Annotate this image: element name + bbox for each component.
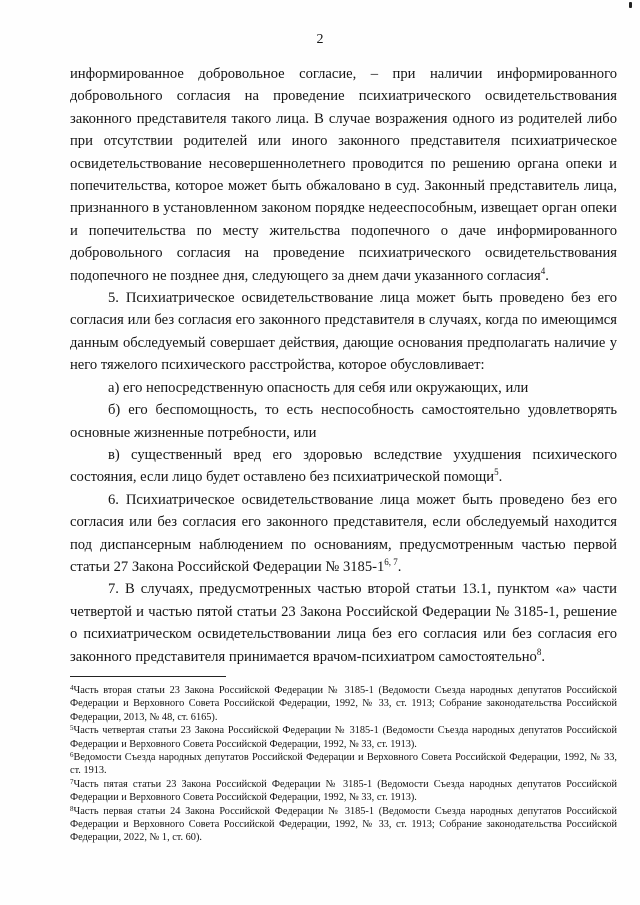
footnote-text: Часть четвертая статьи 23 Закона Российской Федерации № 3185-1 (Ведомости Съезда народных депутатов Российской Федерации и Верховного Совета Российской Федерации, 1992, № 33, ст. 1913).: [70, 725, 617, 750]
footnote-text: Часть пятая статьи 23 Закона Российской Федерации № 3185-1 (Ведомости Съезда народных депутатов Российской Федерации и Верховного Совета Российской Федерации, 1992, № 33, ст. 1913).: [70, 778, 617, 804]
footnotes: [70, 684, 617, 845]
paragraph-continuation: [70, 63, 617, 287]
scan-edge-mark: [629, 2, 632, 8]
footnote-text: Часть вторая статьи 23 Закона Российской Федерации № 3185-1 (Ведомости Съезда народных депутатов Российской Федерации и Верховного Совета Российской Федерации, 1992, № 33, ст. 1913; Собрание законодательства Российской Федерации, 2013, № 48, ст. 6165).: [70, 685, 617, 723]
footnote-mark: 7: [70, 777, 74, 786]
paragraph-tail: .: [498, 469, 503, 486]
footnote-text: Часть первая статьи 24 Закона Российской Федерации № 3185-1 (Ведомости Съезда народных депутатов Российской Федерации и Верховного Совета Российской Федерации, 1992, № 33, ст. 1913; Собрание законодательства Российской Федерации, 2022, № 1, ст. 60).: [70, 805, 617, 844]
footnote: [70, 805, 617, 845]
footnote: [70, 778, 617, 805]
footnote-mark: 5: [70, 724, 74, 733]
paragraph-item-6: [70, 489, 617, 579]
page-number: 2: [316, 32, 324, 47]
footnote-ref[interactable]: 6, 7: [384, 557, 398, 568]
main-text: [70, 63, 617, 668]
footnote: [70, 684, 617, 724]
paragraph-item-7: [70, 578, 617, 668]
footnote-mark: 8: [70, 804, 74, 813]
paragraph-tail: .: [545, 267, 549, 284]
paragraph-text: а) его непосредственную опасность для себя или окружающих, или: [108, 379, 529, 396]
footnote: [70, 724, 617, 751]
footnote: [70, 751, 617, 778]
paragraph-tail: .: [541, 648, 545, 665]
paragraph-subitem-v: [70, 444, 617, 489]
paragraph-text: информированное добровольное согласие, – при наличии информированного добровольного согласия на проведение психиатрического освидетельствования законного представителя такого лица. В случае возражения одного из родителей либо при отсутствии родителей или иного законного представителя психиатрическое освидетельствование несовершеннолетнего проводится по решению органа опеки и попечительства, которое может быть обжаловано в суд. Законный представитель лица, признанного в установленном законом порядке недееспособным, извещает орган опеки и попечительства по месту жительства подопечного о даче информированного добровольного согласия на проведение психиатрического освидетельствования подопечного не позднее дня, следующего за днем дачи указанного согласия: [70, 66, 617, 284]
footnote-ref[interactable]: 4: [540, 265, 546, 276]
paragraph-text: б) его беспомощность, то есть неспособность самостоятельно удовлетворять основные жизненные потребности, или: [70, 402, 617, 441]
footnote-ref[interactable]: 5: [494, 467, 499, 478]
footnote-mark: 4: [70, 684, 74, 692]
paragraph-tail: .: [397, 558, 402, 575]
paragraph-text: 6. Психиатрическое освидетельствование лица может быть проведено без его согласия или без согласия его законного представителя, если обследуемый находится под диспансерным наблюдением по основаниям, предусмотренным частью первой статьи 27 Закона Российской Федерации № 3185-1: [70, 491, 617, 575]
paragraph-subitem-a: [70, 377, 617, 399]
paragraph-text: в) существенный вред его здоровью вследствие ухудшения психического состояния, если лицо будет оставлено без психиатрической помощи: [70, 446, 617, 486]
paragraph-text: 7. В случаях, предусмотренных частью второй статьи 13.1, пунктом «а» части четвертой и частью пятой статьи 23 Закона Российской Федерации № 3185-1, решение о психиатрическом освидетельствовании лица без его согласия или без согласия его законного представителя принимается врачом-психиатром самостоятельно: [70, 581, 617, 665]
paragraph-text: 5. Психиатрическое освидетельствование лица может быть проведено без его согласия или без согласия его законного представителя в случаях, когда по имеющимся данным обследуемый совершает действия, дающие основания предполагать наличие у него тяжелого психического расстройства, которое обусловливает:: [70, 290, 617, 374]
footnote-ref[interactable]: 8: [536, 646, 542, 657]
footnote-mark: 6: [70, 751, 74, 760]
paragraph-item-5: [70, 287, 617, 377]
footnote-separator: [70, 676, 226, 677]
paragraph-subitem-b: [70, 399, 617, 444]
footnote-text: Ведомости Съезда народных депутатов Российской Федерации и Верховного Совета Российской Федерации, 1992, № 33, ст. 1913.: [70, 752, 617, 777]
